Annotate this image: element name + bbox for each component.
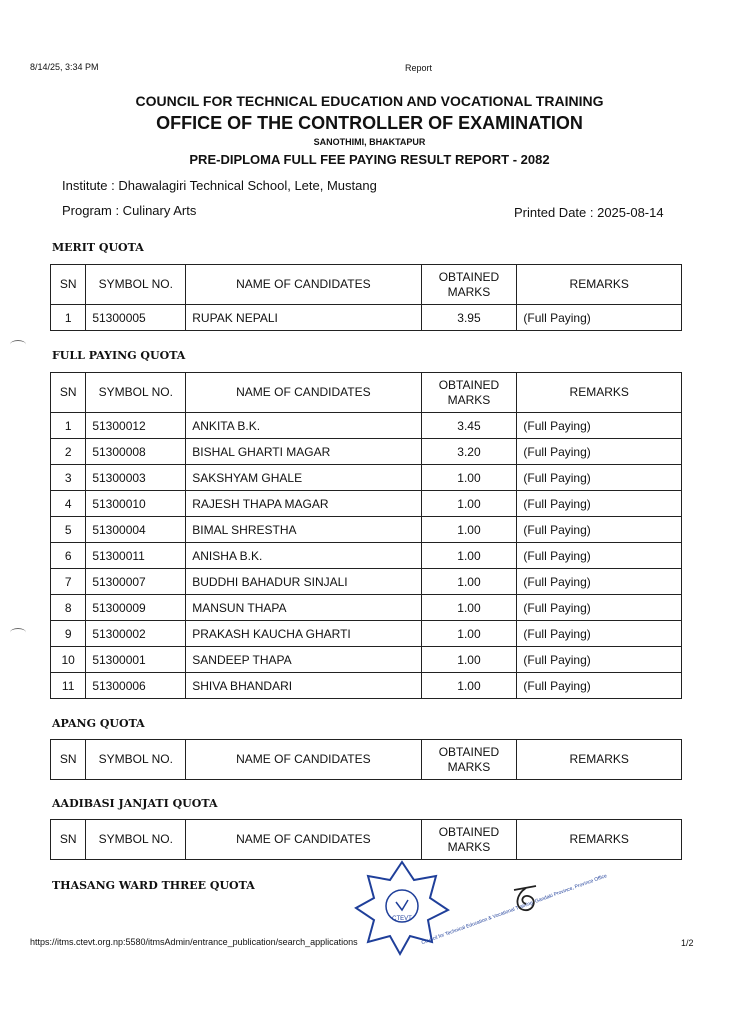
- scan-punch-mark-icon: [10, 340, 26, 349]
- full-paying-quota-title: FULL PAYING QUOTA: [52, 349, 186, 362]
- table-row: [51, 673, 682, 699]
- cell-sn: 11: [51, 673, 86, 699]
- printed-date: Printed Date : 2025-08-14: [514, 205, 664, 220]
- cell-marks: 1.00: [421, 647, 517, 673]
- table-row: [51, 439, 682, 465]
- office-location: SANOTHIMI, BHAKTAPUR: [313, 137, 426, 147]
- table-header-row: [51, 265, 682, 305]
- institute-label: Institute : Dhawalagiri Technical School, Lete, Mustang: [62, 178, 377, 193]
- cell-symbol: 51300004: [86, 517, 186, 543]
- stamp-center-text: CTEVT: [392, 916, 412, 922]
- signature-icon: [508, 880, 544, 916]
- col-symbol: SYMBOL NO.: [86, 265, 186, 305]
- col-name: NAME OF CANDIDATES: [186, 265, 421, 305]
- col-symbol: SYMBOL NO.: [86, 740, 186, 780]
- cell-sn: 9: [51, 621, 86, 647]
- cell-remarks: (Full Paying): [517, 621, 682, 647]
- cell-name: PRAKASH KAUCHA GHARTI: [186, 621, 421, 647]
- cell-name: ANISHA B.K.: [186, 543, 421, 569]
- cell-sn: 8: [51, 595, 86, 621]
- table-row: [51, 543, 682, 569]
- table-row: [51, 413, 682, 439]
- cell-remarks: (Full Paying): [517, 305, 682, 331]
- cell-symbol: 51300006: [86, 673, 186, 699]
- col-remarks: REMARKS: [517, 373, 682, 413]
- cell-marks: 3.20: [421, 439, 517, 465]
- program-label: Program : Culinary Arts: [62, 203, 197, 218]
- col-symbol: SYMBOL NO.: [86, 820, 186, 860]
- cell-marks: 1.00: [421, 517, 517, 543]
- scan-punch-mark-icon: [10, 628, 26, 637]
- col-symbol: SYMBOL NO.: [86, 373, 186, 413]
- cell-sn: 4: [51, 491, 86, 517]
- table-row: [51, 595, 682, 621]
- col-marks: OBTAINED MARKS: [421, 373, 517, 413]
- cell-symbol: 51300011: [86, 543, 186, 569]
- cell-symbol: 51300007: [86, 569, 186, 595]
- cell-symbol: 51300009: [86, 595, 186, 621]
- col-name: NAME OF CANDIDATES: [186, 740, 421, 780]
- cell-symbol: 51300002: [86, 621, 186, 647]
- cell-remarks: (Full Paying): [517, 439, 682, 465]
- table-row: [51, 621, 682, 647]
- table-row: [51, 465, 682, 491]
- cell-marks: 1.00: [421, 543, 517, 569]
- cell-remarks: (Full Paying): [517, 491, 682, 517]
- cell-marks: 1.00: [421, 621, 517, 647]
- council-title: COUNCIL FOR TECHNICAL EDUCATION AND VOCATIONAL TRAINING: [135, 93, 604, 109]
- report-title: PRE-DIPLOMA FULL FEE PAYING RESULT REPORT - 2082: [189, 152, 550, 167]
- cell-marks: 1.00: [421, 569, 517, 595]
- ctevt-stamp: [352, 858, 452, 958]
- cell-symbol: 51300001: [86, 647, 186, 673]
- cell-remarks: (Full Paying): [517, 465, 682, 491]
- print-datetime: 8/14/25, 3:34 PM: [30, 62, 99, 72]
- cell-name: BIMAL SHRESTHA: [186, 517, 421, 543]
- cell-name: BUDDHI BAHADUR SINJALI: [186, 569, 421, 595]
- cell-name: RAJESH THAPA MAGAR: [186, 491, 421, 517]
- col-marks: OBTAINED MARKS: [421, 265, 517, 305]
- cell-marks: 1.00: [421, 673, 517, 699]
- col-sn: SN: [51, 373, 86, 413]
- merit-quota-table: [50, 264, 682, 331]
- stamp-emblem-icon: [396, 900, 408, 910]
- table-header-row: [51, 820, 682, 860]
- cell-sn: 3: [51, 465, 86, 491]
- cell-name: SHIVA BHANDARI: [186, 673, 421, 699]
- col-sn: SN: [51, 740, 86, 780]
- cell-remarks: (Full Paying): [517, 413, 682, 439]
- cell-sn: 2: [51, 439, 86, 465]
- cell-remarks: (Full Paying): [517, 517, 682, 543]
- cell-name: BISHAL GHARTI MAGAR: [186, 439, 421, 465]
- aadibasi-quota-table: [50, 819, 682, 860]
- cell-name: ANKITA B.K.: [186, 413, 421, 439]
- office-title: OFFICE OF THE CONTROLLER OF EXAMINATION: [156, 113, 583, 133]
- cell-sn: 7: [51, 569, 86, 595]
- cell-symbol: 51300010: [86, 491, 186, 517]
- col-sn: SN: [51, 820, 86, 860]
- cell-name: MANSUN THAPA: [186, 595, 421, 621]
- apang-quota-title: APANG QUOTA: [52, 717, 145, 730]
- table-header-row: [51, 373, 682, 413]
- table-row: [51, 517, 682, 543]
- col-remarks: REMARKS: [517, 820, 682, 860]
- cell-marks: 1.00: [421, 465, 517, 491]
- cell-marks: 3.95: [421, 305, 517, 331]
- cell-remarks: (Full Paying): [517, 543, 682, 569]
- footer-url[interactable]: https://itms.ctevt.org.np:5580/itmsAdmin/entrance_publication/search_applications: [30, 937, 358, 947]
- cell-marks: 3.45: [421, 413, 517, 439]
- apang-quota-table: [50, 739, 682, 780]
- table-header-row: [51, 740, 682, 780]
- col-sn: SN: [51, 265, 86, 305]
- table-row: [51, 647, 682, 673]
- col-marks: OBTAINED MARKS: [421, 740, 517, 780]
- table-row: [51, 569, 682, 595]
- cell-symbol: 51300012: [86, 413, 186, 439]
- cell-sn: 1: [51, 305, 86, 331]
- footer-page-number: 1/2: [681, 938, 694, 948]
- col-marks: OBTAINED MARKS: [421, 820, 517, 860]
- cell-name: SAKSHYAM GHALE: [186, 465, 421, 491]
- cell-sn: 1: [51, 413, 86, 439]
- print-page-title: Report: [405, 63, 433, 73]
- col-name: NAME OF CANDIDATES: [186, 820, 421, 860]
- cell-sn: 10: [51, 647, 86, 673]
- cell-symbol: 51300008: [86, 439, 186, 465]
- col-name: NAME OF CANDIDATES: [186, 373, 421, 413]
- cell-symbol: 51300005: [86, 305, 186, 331]
- cell-sn: 6: [51, 543, 86, 569]
- cell-remarks: (Full Paying): [517, 673, 682, 699]
- stamp-ring-text: Council for Technical Education & Vocational Training, Gandaki Province, Province Office: [420, 873, 608, 947]
- full-paying-quota-table: [50, 372, 682, 699]
- cell-remarks: (Full Paying): [517, 569, 682, 595]
- thasang-quota-title: THASANG WARD THREE QUOTA: [52, 879, 255, 892]
- cell-marks: 1.00: [421, 595, 517, 621]
- cell-symbol: 51300003: [86, 465, 186, 491]
- cell-name: RUPAK NEPALI: [186, 305, 421, 331]
- col-remarks: REMARKS: [517, 265, 682, 305]
- cell-marks: 1.00: [421, 491, 517, 517]
- cell-sn: 5: [51, 517, 86, 543]
- aadibasi-quota-title: AADIBASI JANJATI QUOTA: [52, 797, 218, 810]
- merit-quota-title: MERIT QUOTA: [52, 241, 144, 254]
- cell-name: SANDEEP THAPA: [186, 647, 421, 673]
- table-row: [51, 491, 682, 517]
- col-remarks: REMARKS: [517, 740, 682, 780]
- cell-remarks: (Full Paying): [517, 595, 682, 621]
- cell-remarks: (Full Paying): [517, 647, 682, 673]
- table-row: [51, 305, 682, 331]
